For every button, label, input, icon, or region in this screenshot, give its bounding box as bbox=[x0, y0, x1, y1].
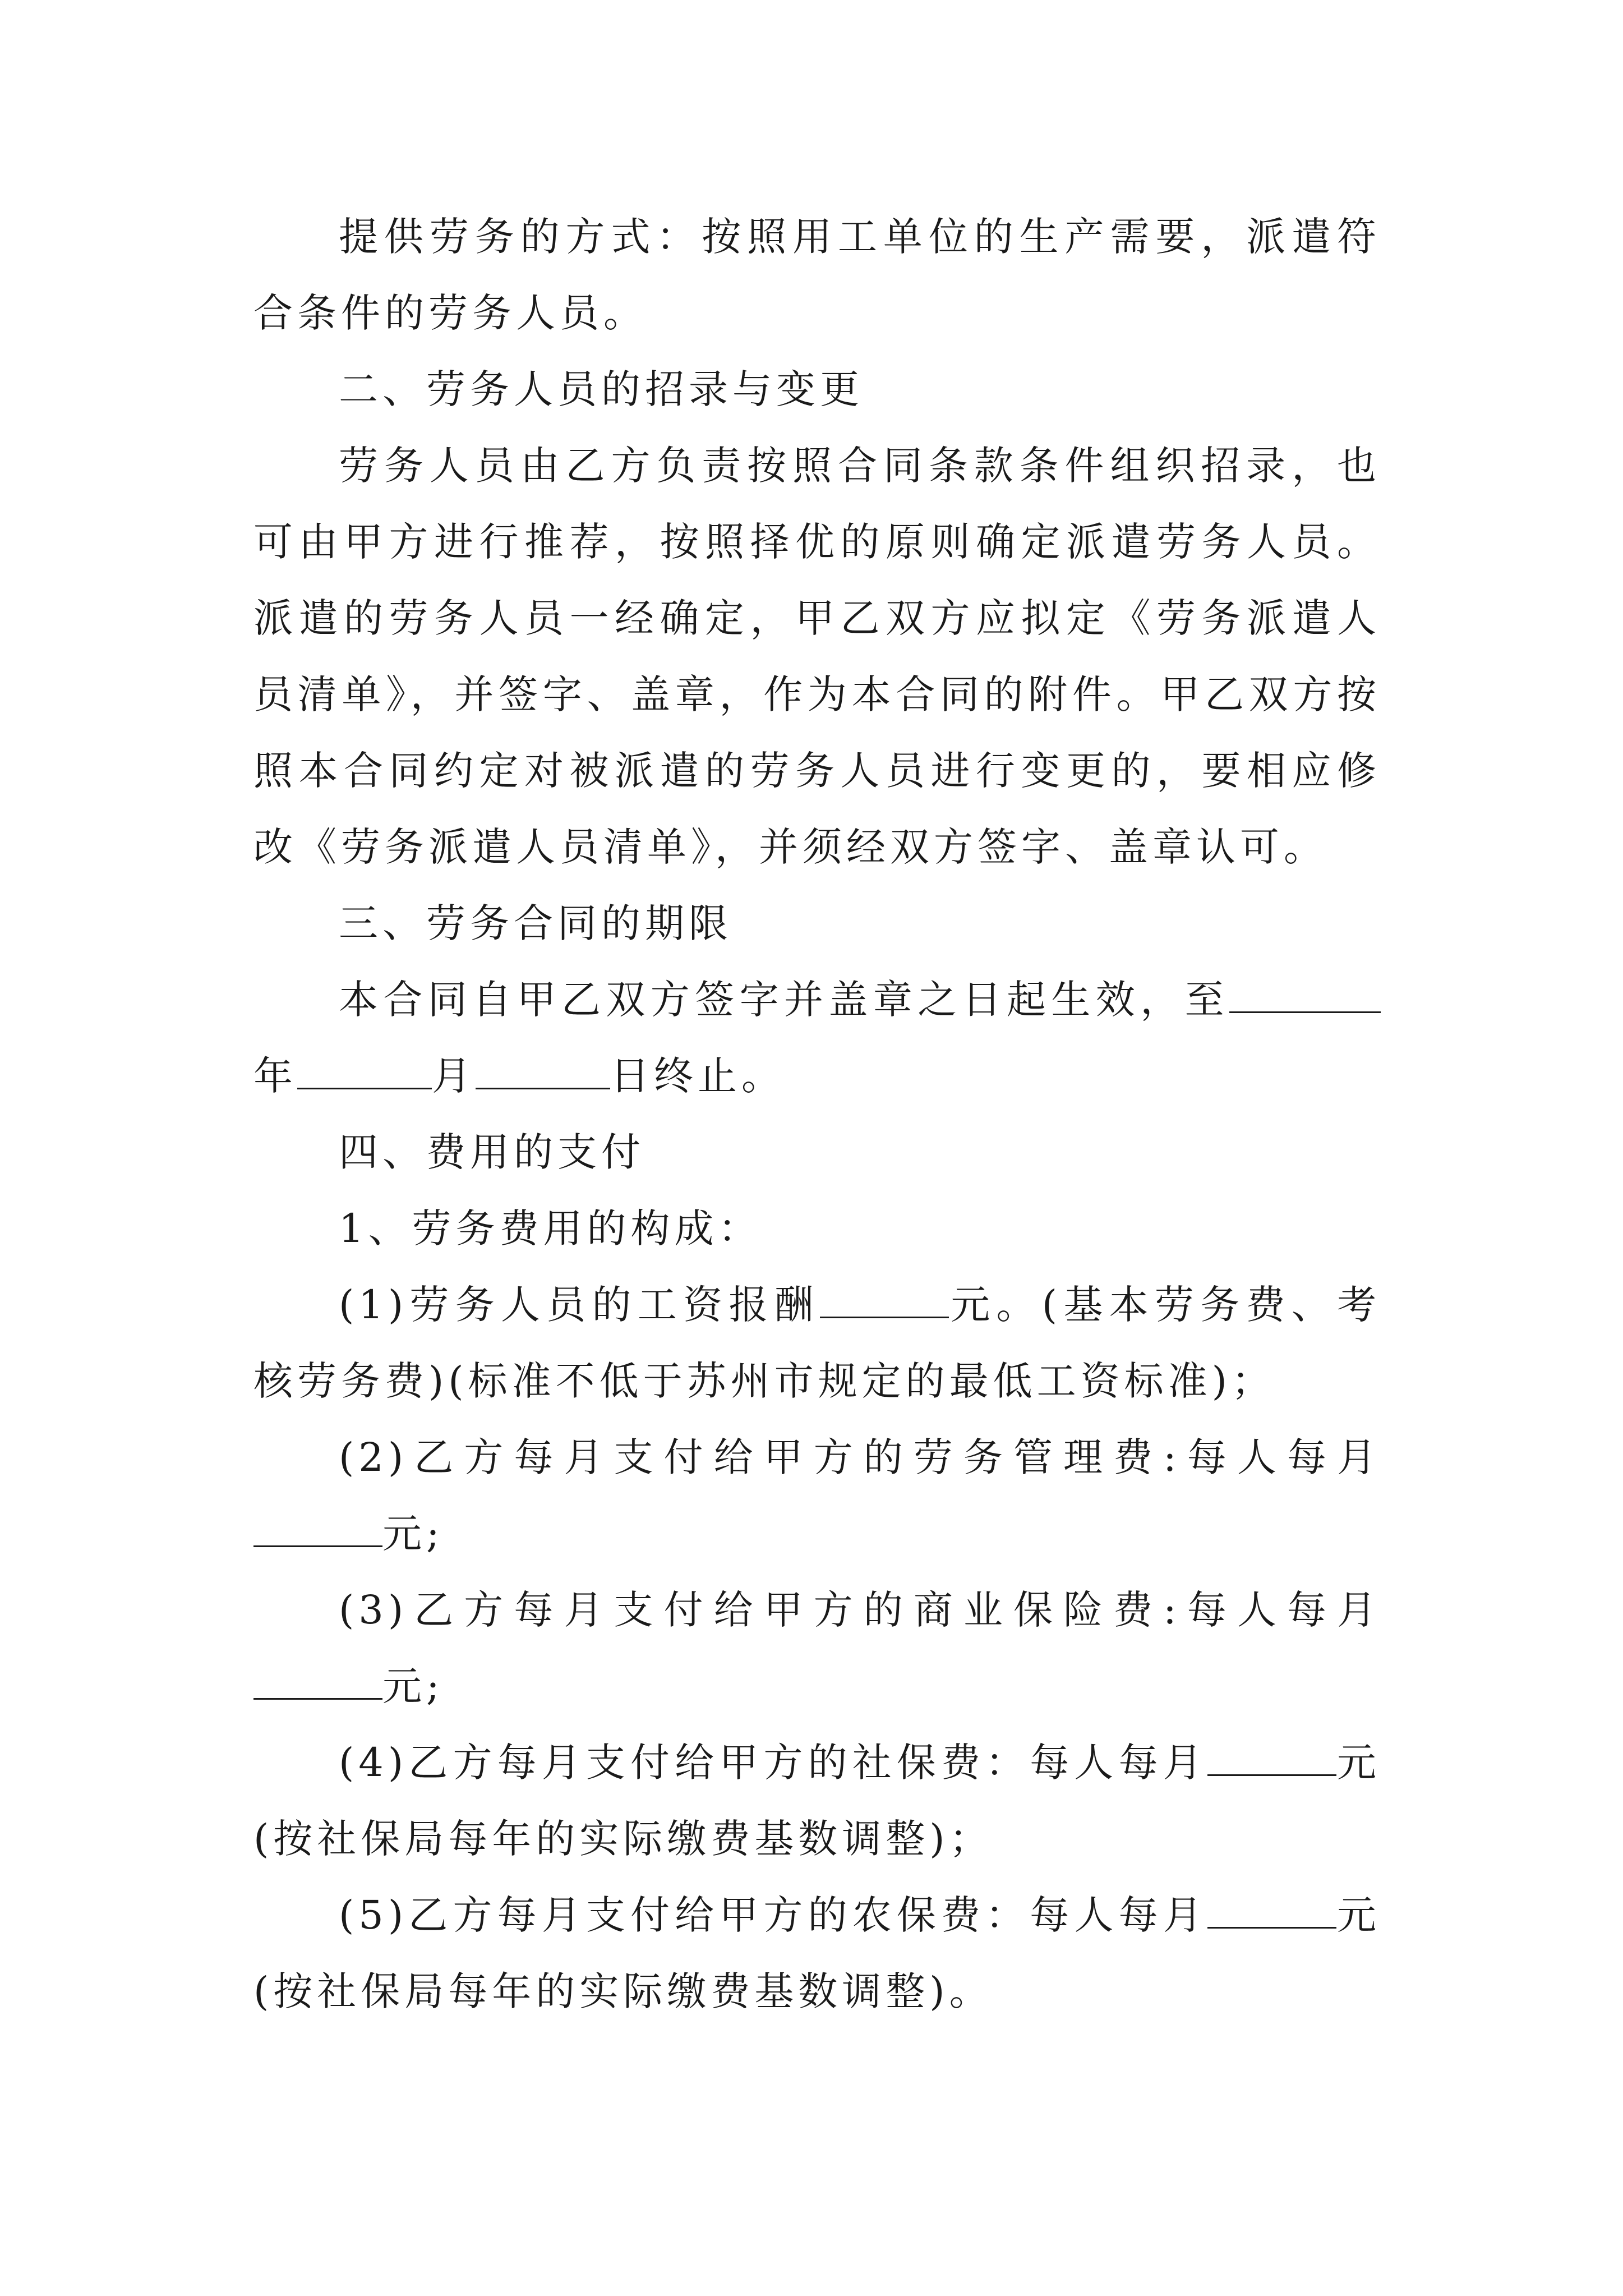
blank-day bbox=[476, 1051, 610, 1090]
blank-month bbox=[297, 1051, 432, 1090]
heading-recruitment bbox=[253, 351, 1381, 427]
fee-text: (1)劳务人员的工资报酬 bbox=[339, 1282, 820, 1328]
paragraph-contract-term bbox=[253, 961, 1381, 1114]
blank-year bbox=[1229, 974, 1381, 1014]
fee-text: (5)乙方每月支付给甲方的农保费：每人每月 bbox=[339, 1892, 1207, 1938]
heading-contract-term bbox=[253, 885, 1381, 961]
blank-social-security-amount bbox=[1207, 1737, 1336, 1777]
paragraph-text: 本合同自甲乙双方签字并盖章之日起生效，至 bbox=[339, 977, 1229, 1023]
fee-text: 元(按社保局每年的实际缴费基数调整)。 bbox=[253, 1892, 1381, 2014]
fee-text: 元; bbox=[382, 1511, 444, 1557]
paragraph-recruitment bbox=[253, 427, 1381, 885]
heading-text: 四、费用的支付 bbox=[339, 1129, 645, 1175]
paragraph-text: 年 bbox=[253, 1053, 297, 1099]
fee-text: 元。(基本劳务费、考核劳务费)(标准不低于苏州市规定的最低工资标准)； bbox=[253, 1282, 1381, 1404]
document-body bbox=[253, 199, 1381, 2030]
heading-text: 三、劳务合同的期限 bbox=[339, 900, 732, 946]
blank-insurance-amount bbox=[253, 1661, 382, 1700]
fee-text: (2)乙方每月支付给甲方的劳务管理费:每人每月 bbox=[339, 1434, 1381, 1480]
paragraph-text: 月 bbox=[432, 1053, 476, 1099]
item-text: 1、劳务费用的构成： bbox=[339, 1205, 762, 1251]
paragraph-text: 劳务人员由乙方负责按照合同条款条件组织招录，也可由甲方进行推荐，按照择优的原则确定派遣劳务人员。派遣的劳务人员一经确定，甲乙双方应拟定《劳务派遣人员清单》，并签字、盖章，作为本合同的附件。甲乙双方按照本合同约定对被派遣的劳务人员进行变更的，要相应修改《劳务派遣人员清单》，并须经双方签字、盖章认可。 bbox=[253, 443, 1381, 870]
paragraph-text: 提供劳务的方式：按照用工单位的生产需要，派遣符合条件的劳务人员。 bbox=[253, 214, 1381, 336]
blank-management-amount bbox=[253, 1508, 382, 1548]
fee-item-social-security bbox=[253, 1724, 1381, 1877]
paragraph-service-method bbox=[253, 199, 1381, 351]
paragraph-text: 日终止。 bbox=[610, 1053, 785, 1099]
heading-fee-payment bbox=[253, 1114, 1381, 1190]
heading-text: 二、劳务人员的招录与变更 bbox=[339, 366, 864, 412]
fee-text: 元(按社保局每年的实际缴费基数调整)； bbox=[253, 1740, 1381, 1862]
blank-wage-amount bbox=[820, 1280, 949, 1319]
blank-rural-insurance-amount bbox=[1207, 1890, 1336, 1929]
fee-text: 元; bbox=[382, 1663, 444, 1709]
fee-item-management bbox=[253, 1419, 1381, 1572]
item-fee-composition bbox=[253, 1190, 1381, 1267]
fee-text: (4)乙方每月支付给甲方的社保费：每人每月 bbox=[339, 1740, 1207, 1786]
fee-item-rural-insurance bbox=[253, 1877, 1381, 2030]
fee-item-commercial-insurance bbox=[253, 1572, 1381, 1724]
fee-text: (3)乙方每月支付给甲方的商业保险费:每人每月 bbox=[339, 1587, 1381, 1633]
fee-item-wages bbox=[253, 1267, 1381, 1419]
